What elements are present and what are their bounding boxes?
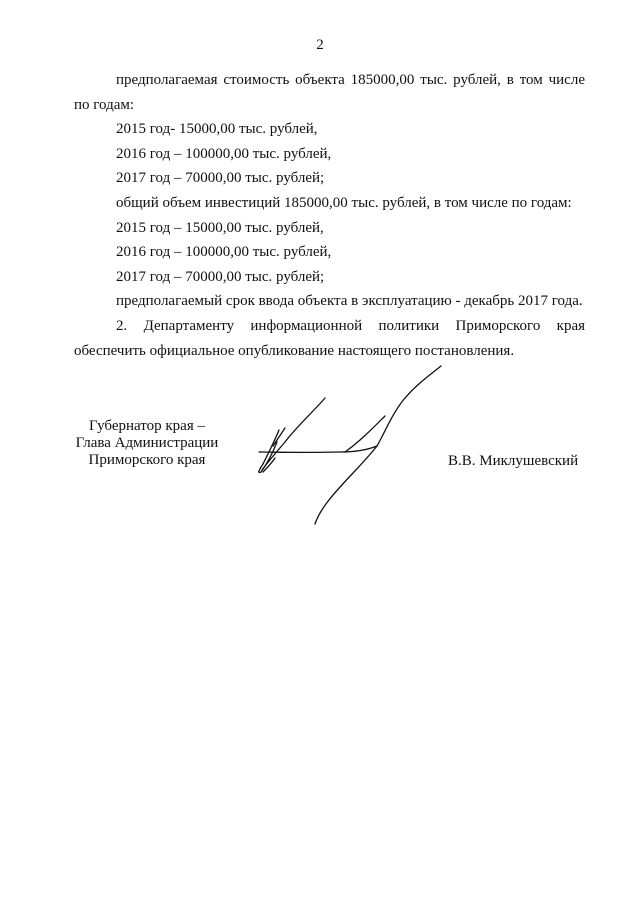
paragraph-total-investment: общий объем инвестиций 185000,00 тыс. рублей, в том числе по годам:: [116, 194, 572, 211]
signatory-name: В.В. Миклушевский: [448, 453, 579, 469]
paragraph-publication-order: 2. Департаменту информационной политики Приморского края обеспечить официальное опубликование настоящего постановления.: [74, 317, 585, 359]
paragraph-cost-2016: 2016 год – 100000,00 тыс. рублей,: [116, 145, 332, 162]
paragraph-commissioning-date: предполагаемый срок ввода объекта в эксплуатацию - декабрь 2017 года.: [116, 293, 583, 310]
paragraph-investment-2015: 2015 год – 15000,00 тыс. рублей,: [116, 219, 324, 236]
signatory-title-line-3: Приморского края: [88, 452, 206, 468]
paragraph-investment-2017: 2017 год – 70000,00 тыс. рублей;: [116, 268, 325, 285]
paragraph-investment-2016: 2016 год – 100000,00 тыс. рублей,: [116, 244, 332, 261]
signatory-title-line-1: Губернатор края –: [89, 418, 205, 434]
paragraph-estimated-cost: предполагаемая стоимость объекта 185000,00 тыс. рублей, в том числе по годам:: [74, 72, 585, 113]
signatory-title-line-2: Глава Администрации: [75, 435, 219, 451]
handwritten-signature: [245, 360, 445, 530]
paragraph-cost-2017: 2017 год – 70000,00 тыс. рублей;: [116, 170, 325, 187]
page-number: 2: [316, 37, 324, 53]
signatory-title: [72, 418, 222, 469]
paragraph-cost-2015: 2015 год- 15000,00 тыс. рублей,: [116, 121, 318, 138]
